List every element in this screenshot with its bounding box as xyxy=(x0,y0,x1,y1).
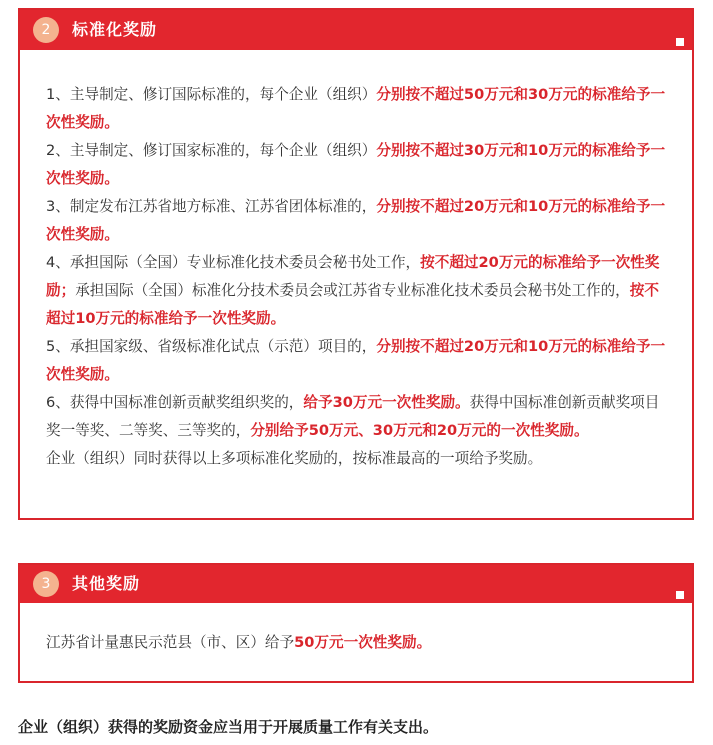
section-header xyxy=(20,565,692,603)
reward-item-4 xyxy=(46,249,670,333)
section-header xyxy=(20,10,692,50)
item-text: 4、承担国际（全国）专业标准化技术委员会秘书处工作， xyxy=(46,254,421,271)
reward-item-1 xyxy=(46,81,670,137)
reward-note: 企业（组织）同时获得以上多项标准化奖励的，按标准最高的一项给予奖励。 xyxy=(46,450,543,467)
section-number-badge: 2 xyxy=(33,17,59,43)
item-text: 5、承担国家级、省级标准化试点（示范）项目的， xyxy=(46,338,377,355)
section-body xyxy=(20,603,692,657)
reward-item-5 xyxy=(46,333,670,389)
section-body xyxy=(20,50,692,473)
item-highlight: 50万元一次性奖励。 xyxy=(294,634,432,651)
footer-note: 企业（组织）获得的奖励资金应当用于开展质量工作有关支出。 xyxy=(18,718,439,736)
section-standardization-reward xyxy=(18,8,694,520)
item-text: 江苏省计量惠民示范县（市、区）给予 xyxy=(46,634,295,651)
item-highlight: 分别按不超过20万元和10万元的标准给予一次性奖励。 xyxy=(46,198,666,243)
section-other-reward xyxy=(18,563,694,683)
item-highlight: 分别按不超过20万元和10万元的标准给予一次性奖励。 xyxy=(46,338,666,383)
item-text: 3、制定发布江苏省地方标准、江苏省团体标准的， xyxy=(46,198,377,215)
section-title: 标准化奖励 xyxy=(72,20,158,39)
item-highlight: 按不超过20万元的标准给予一次性奖励； xyxy=(46,254,660,299)
reward-item-1 xyxy=(46,629,670,657)
item-highlight: 分别按不超过50万元和30万元的标准给予一次性奖励。 xyxy=(46,86,666,131)
reward-item-6 xyxy=(46,389,670,445)
item-text: 获得中国标准创新贡献奖项目奖一等奖、二等奖、三等奖的， xyxy=(46,394,660,439)
section-title: 其他奖励 xyxy=(72,574,141,593)
item-highlight: 分别给予50万元、30万元和20万元的一次性奖励。 xyxy=(250,422,589,439)
reward-item-3 xyxy=(46,193,670,249)
corner-square-icon xyxy=(676,38,684,46)
item-text: 2、主导制定、修订国家标准的，每个企业（组织） xyxy=(46,142,377,159)
item-highlight: 给予30万元一次性奖励。 xyxy=(303,394,470,411)
item-highlight: 分别按不超过30万元和10万元的标准给予一次性奖励。 xyxy=(46,142,666,187)
item-text: 1、主导制定、修订国际标准的，每个企业（组织） xyxy=(46,86,377,103)
item-text: 6、获得中国标准创新贡献奖组织奖的， xyxy=(46,394,304,411)
item-highlight: 按不超过10万元的标准给予一次性奖励。 xyxy=(46,282,659,327)
reward-item-2 xyxy=(46,137,670,193)
section-number-badge: 3 xyxy=(33,571,59,597)
item-text: 承担国际（全国）标准化分技术委员会或江苏省专业标准化技术委员会秘书处工作的， xyxy=(75,282,630,299)
corner-square-icon xyxy=(676,591,684,599)
